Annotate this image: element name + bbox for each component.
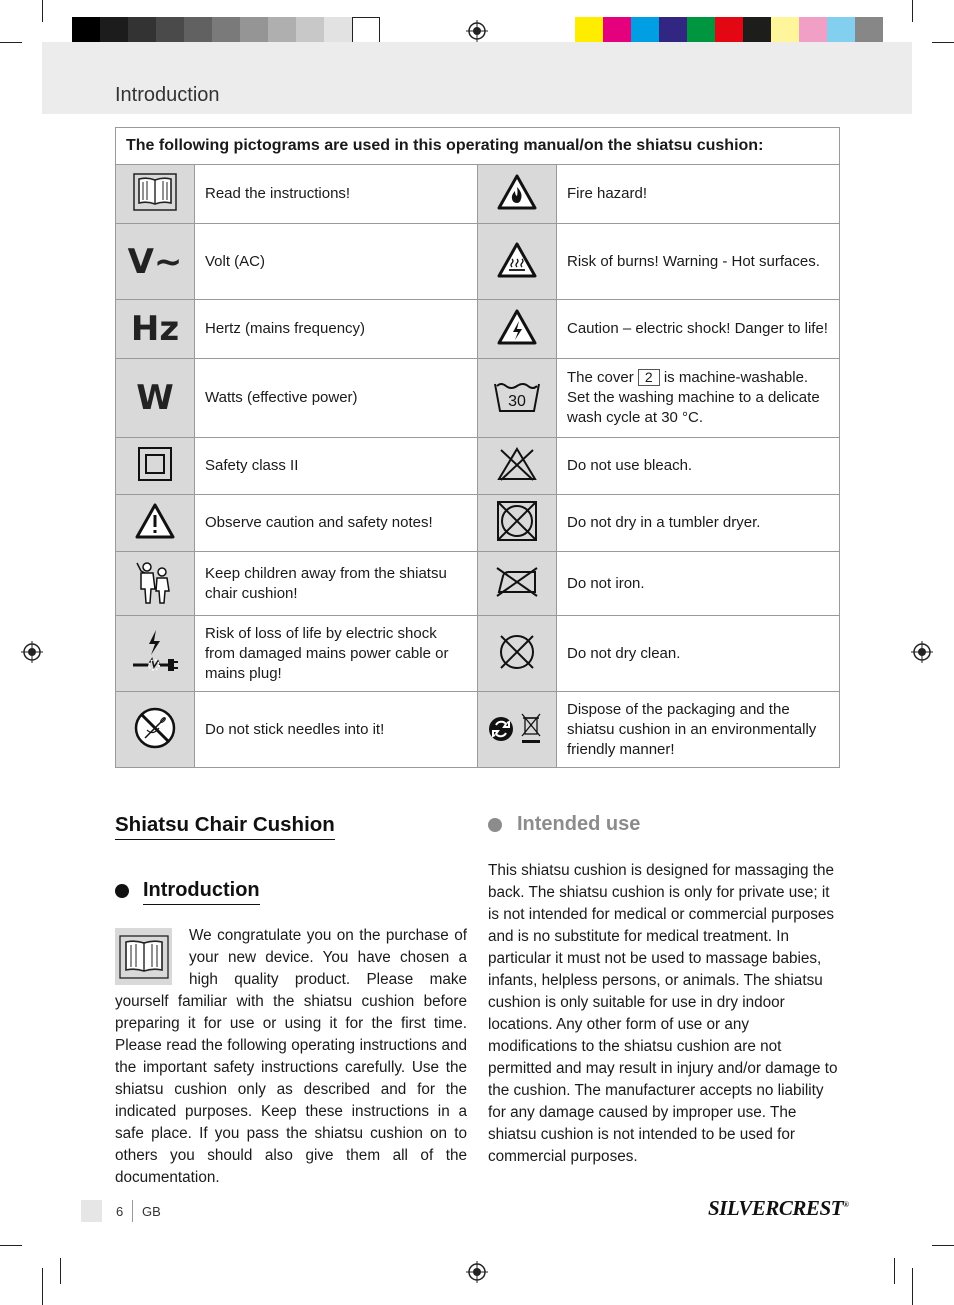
- part-reference-badge: 2: [638, 369, 660, 386]
- page-title: Introduction: [115, 84, 220, 106]
- pictogram-description: Hertz (mains frequency): [195, 300, 478, 359]
- language-code: GB: [142, 1204, 161, 1219]
- book-icon: [116, 165, 195, 224]
- brand-mark: ®: [842, 1200, 849, 1209]
- pictogram-table: [115, 127, 840, 768]
- registration-mark-left: [21, 641, 43, 663]
- table-row: [116, 165, 840, 224]
- intended-use-heading: Intended use: [517, 813, 641, 835]
- brand-logo: [708, 1196, 848, 1221]
- bullet-icon: [115, 884, 129, 898]
- pictogram-description: Read the instructions!: [195, 165, 478, 224]
- children-away-icon: [116, 552, 195, 616]
- hertz-icon: [116, 300, 195, 359]
- intro-paragraph: [115, 925, 467, 1189]
- intro-heading: Introduction: [143, 879, 260, 905]
- footer-divider: [132, 1200, 133, 1222]
- no-needles-icon: [116, 692, 195, 768]
- pictogram-description: Keep children away from the shiatsu chair cushion!: [195, 552, 478, 616]
- fire-hazard-icon: [478, 165, 557, 224]
- no-iron-icon: [478, 552, 557, 616]
- wash-temperature-label: 30: [508, 393, 526, 410]
- pictogram-table-heading: The following pictograms are used in this operating manual/on the shiatsu cushion:: [116, 128, 840, 165]
- recycle-dispose-icon: [478, 692, 557, 768]
- pictogram-description: Risk of loss of life by electric shock from damaged mains power cable or mains plug!: [195, 616, 478, 692]
- table-row: [116, 692, 840, 768]
- table-row: [116, 495, 840, 552]
- page-tab-marker: [81, 1200, 102, 1222]
- table-row: [116, 616, 840, 692]
- table-row: [116, 438, 840, 495]
- pictogram-description: Caution – electric shock! Danger to life!: [557, 300, 840, 359]
- cover-text-start: The cover: [567, 369, 634, 386]
- pictogram-description: [557, 359, 840, 438]
- pictogram-description: Volt (AC): [195, 224, 478, 300]
- page-number: 6: [116, 1204, 124, 1219]
- electric-shock-icon: [478, 300, 557, 359]
- volt-ac-symbol: V~: [127, 241, 183, 282]
- intended-use-text: This shiatsu cushion is designed for massaging the back. The shiatsu cushion is only for private use; it is not intended for medical or commercial purposes and is no substitute for medical treatment. In particular it must not be used to massage babies, infants, helpless persons, or animals. The shiatsu cushion is only suitable for use in dry indoor locations. Any other form of use or any modifications to the shiatsu cushion are not permitted and may result in injury and/or damage to the cushion. The manufacturer accepts no liability for any damage caused by improper use. The shiatsu cushion is not intended to be used for commercial purposes.: [488, 862, 838, 1165]
- damaged-cable-icon: [116, 616, 195, 692]
- volt-ac-icon: [116, 224, 195, 300]
- pictogram-description: Do not dry in a tumbler dryer.: [557, 495, 840, 552]
- pictogram-description: Watts (effective power): [195, 359, 478, 438]
- table-row: [116, 300, 840, 359]
- watts-symbol: W: [136, 378, 174, 418]
- registration-mark-top: [466, 20, 488, 42]
- pictogram-description: Do not iron.: [557, 552, 840, 616]
- pictogram-description: Observe caution and safety notes!: [195, 495, 478, 552]
- watts-icon: [116, 359, 195, 438]
- no-dry-clean-icon: [478, 616, 557, 692]
- pictogram-description: Risk of burns! Warning - Hot surfaces.: [557, 224, 840, 300]
- hot-surface-icon: [478, 224, 557, 300]
- intro-text: We congratulate you on the purchase of your new device. You have chosen a high quality product. Please make yourself familiar with the shiatsu cushion before preparing it for use or using it for the first time. Please read the following operating instructions and the important safety instructions carefully. Use the shiatsu cushion only as described and for the indicated purposes. Keep these instructions in a safe place. If you pass the shiatsu cushion on to others you should also give them all of the documentation.: [115, 927, 467, 1186]
- bullet-icon: [488, 818, 502, 832]
- pictogram-description: Do not stick needles into it!: [195, 692, 478, 768]
- product-title: Shiatsu Chair Cushion: [115, 813, 335, 840]
- wash-30-icon: [478, 359, 557, 438]
- pictogram-description: Fire hazard!: [557, 165, 840, 224]
- registration-mark-bottom: [466, 1261, 488, 1283]
- pictogram-description: Safety class II: [195, 438, 478, 495]
- pictogram-description: Do not dry clean.: [557, 616, 840, 692]
- table-row: [116, 552, 840, 616]
- caution-icon: [116, 495, 195, 552]
- text-wrap-spacer: [115, 925, 189, 987]
- no-tumble-dry-icon: [478, 495, 557, 552]
- cover-text-end: is machine-washable. Set the washing machine to a delicate wash cycle at 30 °C.: [567, 369, 820, 426]
- brand-name: SILVERCREST: [708, 1196, 843, 1220]
- registration-mark-right: [911, 641, 933, 663]
- no-bleach-icon: [478, 438, 557, 495]
- pictogram-description: Do not use bleach.: [557, 438, 840, 495]
- table-row: [116, 224, 840, 300]
- table-row: [116, 359, 840, 438]
- safety-class-2-icon: [116, 438, 195, 495]
- pictogram-description: Dispose of the packaging and the shiatsu cushion in an environmentally friendly manner!: [557, 692, 840, 768]
- hertz-symbol: Hz: [130, 309, 180, 349]
